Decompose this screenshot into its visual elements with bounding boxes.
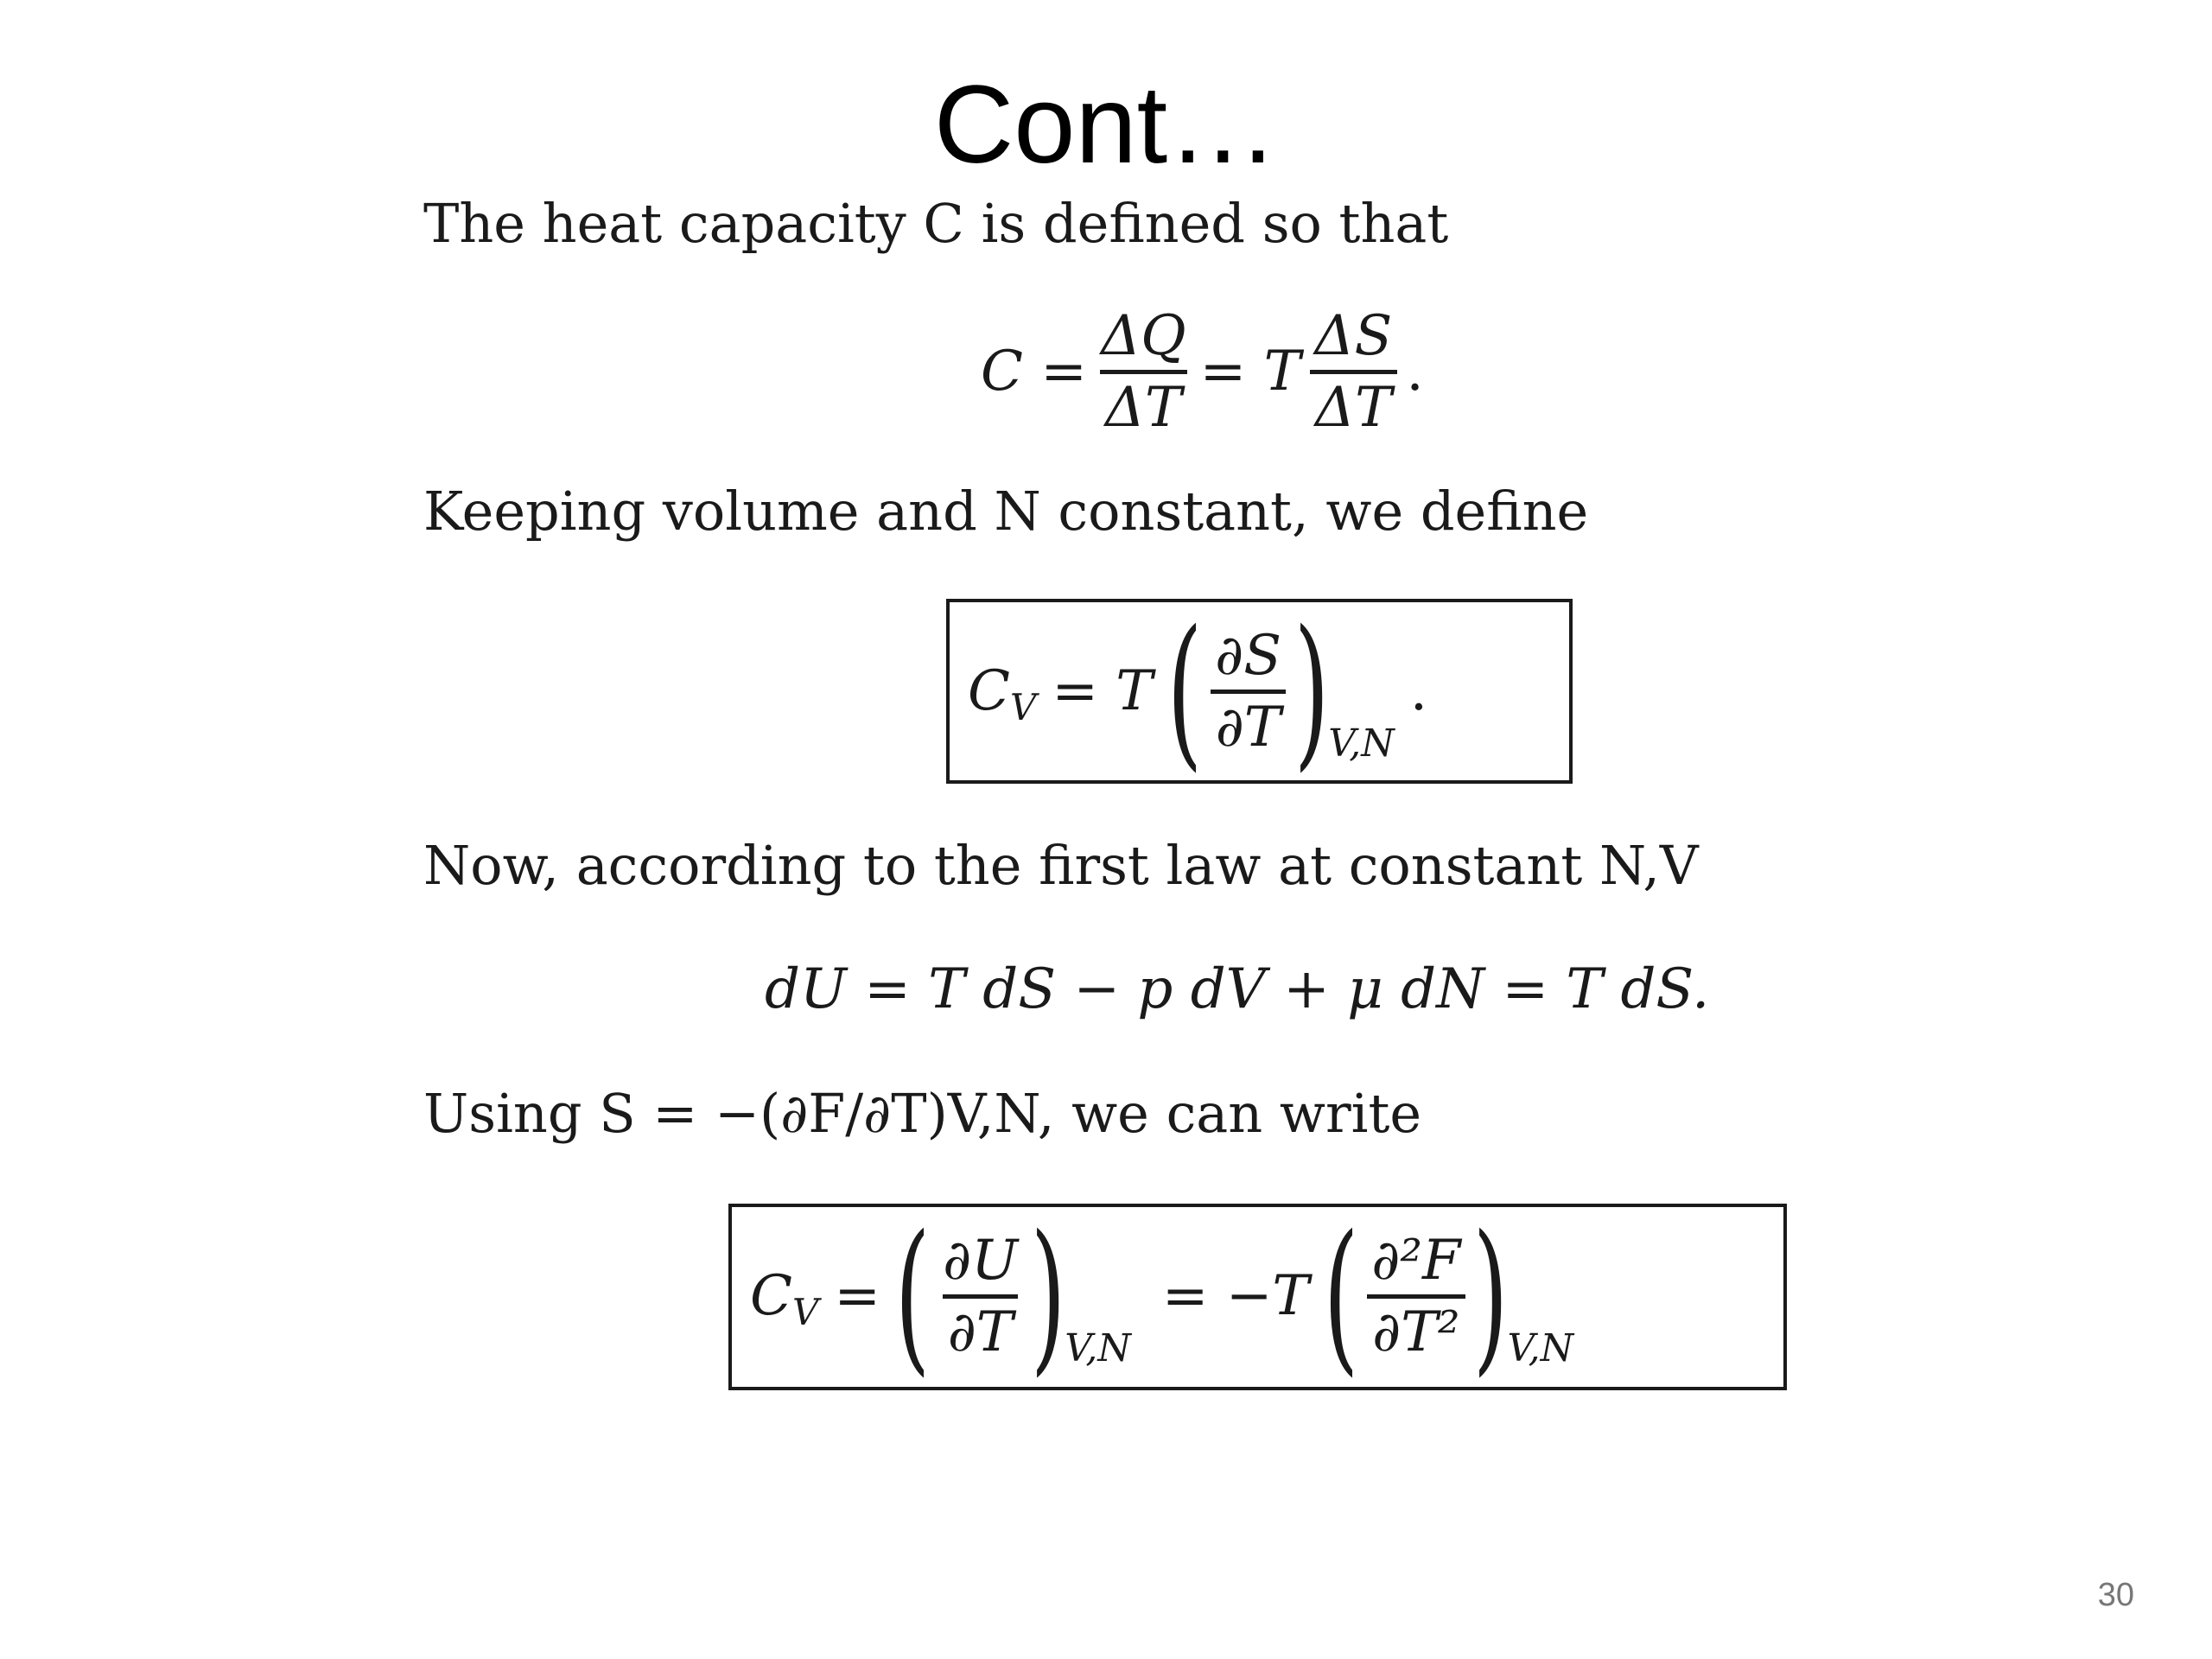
equation-first-law: dU = T dS − p dV + μ dN = T dS. xyxy=(765,957,1710,1021)
eq1-period: . xyxy=(1406,340,1424,404)
eq4-subscript-1: V,N xyxy=(1065,1325,1131,1370)
paragraph-heat-capacity: The heat capacity C is defined so that xyxy=(423,192,1449,255)
paragraph-using-s: Using S = −(∂F/∂T)V,N, we can write xyxy=(423,1082,1422,1145)
eq4-fraction-2 xyxy=(1366,1227,1465,1366)
equation-heat-capacity xyxy=(981,302,1424,441)
eq4-left-paren-1: ( xyxy=(894,1200,931,1391)
eq1-frac2-numerator: ΔS xyxy=(1314,303,1393,368)
slide-title: Cont… xyxy=(933,63,1279,187)
eq2-subscript: V,N xyxy=(1328,721,1395,766)
eq2-period: . xyxy=(1409,659,1428,723)
eq2-middle: = T xyxy=(1052,659,1153,723)
eq4-left-paren-2: ( xyxy=(1323,1200,1359,1391)
eq4-right-paren-1: ) xyxy=(1030,1200,1066,1391)
eq2-fraction xyxy=(1210,622,1287,761)
eq2-lhs: C xyxy=(968,659,1010,723)
eq1-fraction-2 xyxy=(1309,302,1397,442)
equation-cv-entropy xyxy=(968,595,1428,786)
eq2-lhs-subscript: V xyxy=(1009,685,1037,728)
eq2-frac-denominator: ∂T xyxy=(1211,690,1287,761)
paragraph-first-law: Now, according to the first law at constant N,V xyxy=(423,834,1699,897)
eq4-frac1-numerator: ∂U xyxy=(943,1228,1019,1293)
eq4-frac2-denominator: ∂T² xyxy=(1367,1294,1465,1366)
paragraph-keeping-volume: Keeping volume and N constant, we define xyxy=(423,480,1589,543)
equation-cv-free-energy xyxy=(750,1200,1574,1391)
eq2-frac-numerator: ∂S xyxy=(1215,623,1282,688)
eq1-frac2-denominator: ΔT xyxy=(1310,370,1397,442)
page-number: 30 xyxy=(2097,1577,2134,1613)
eq4-subscript-2: V,N xyxy=(1507,1325,1574,1370)
eq4-lhs-subscript: V xyxy=(791,1290,819,1333)
eq4-equals: = xyxy=(834,1264,880,1328)
eq4-middle: = −T xyxy=(1161,1264,1310,1328)
eq2-left-paren: ( xyxy=(1166,595,1203,786)
eq1-frac1-denominator: ΔT xyxy=(1100,370,1187,442)
eq4-frac2-numerator: ∂²F xyxy=(1371,1228,1461,1293)
eq4-lhs: C xyxy=(750,1264,792,1328)
eq1-fraction-1 xyxy=(1096,302,1192,442)
eq1-frac1-numerator: ΔQ xyxy=(1100,303,1186,368)
eq4-frac1-denominator: ∂T xyxy=(943,1294,1019,1366)
eq4-right-paren-2: ) xyxy=(1473,1200,1509,1391)
eq1-middle: = T xyxy=(1199,340,1301,404)
eq4-fraction-1 xyxy=(938,1227,1023,1366)
eq1-lhs: C = xyxy=(981,340,1087,404)
eq2-right-paren: ) xyxy=(1294,595,1330,786)
